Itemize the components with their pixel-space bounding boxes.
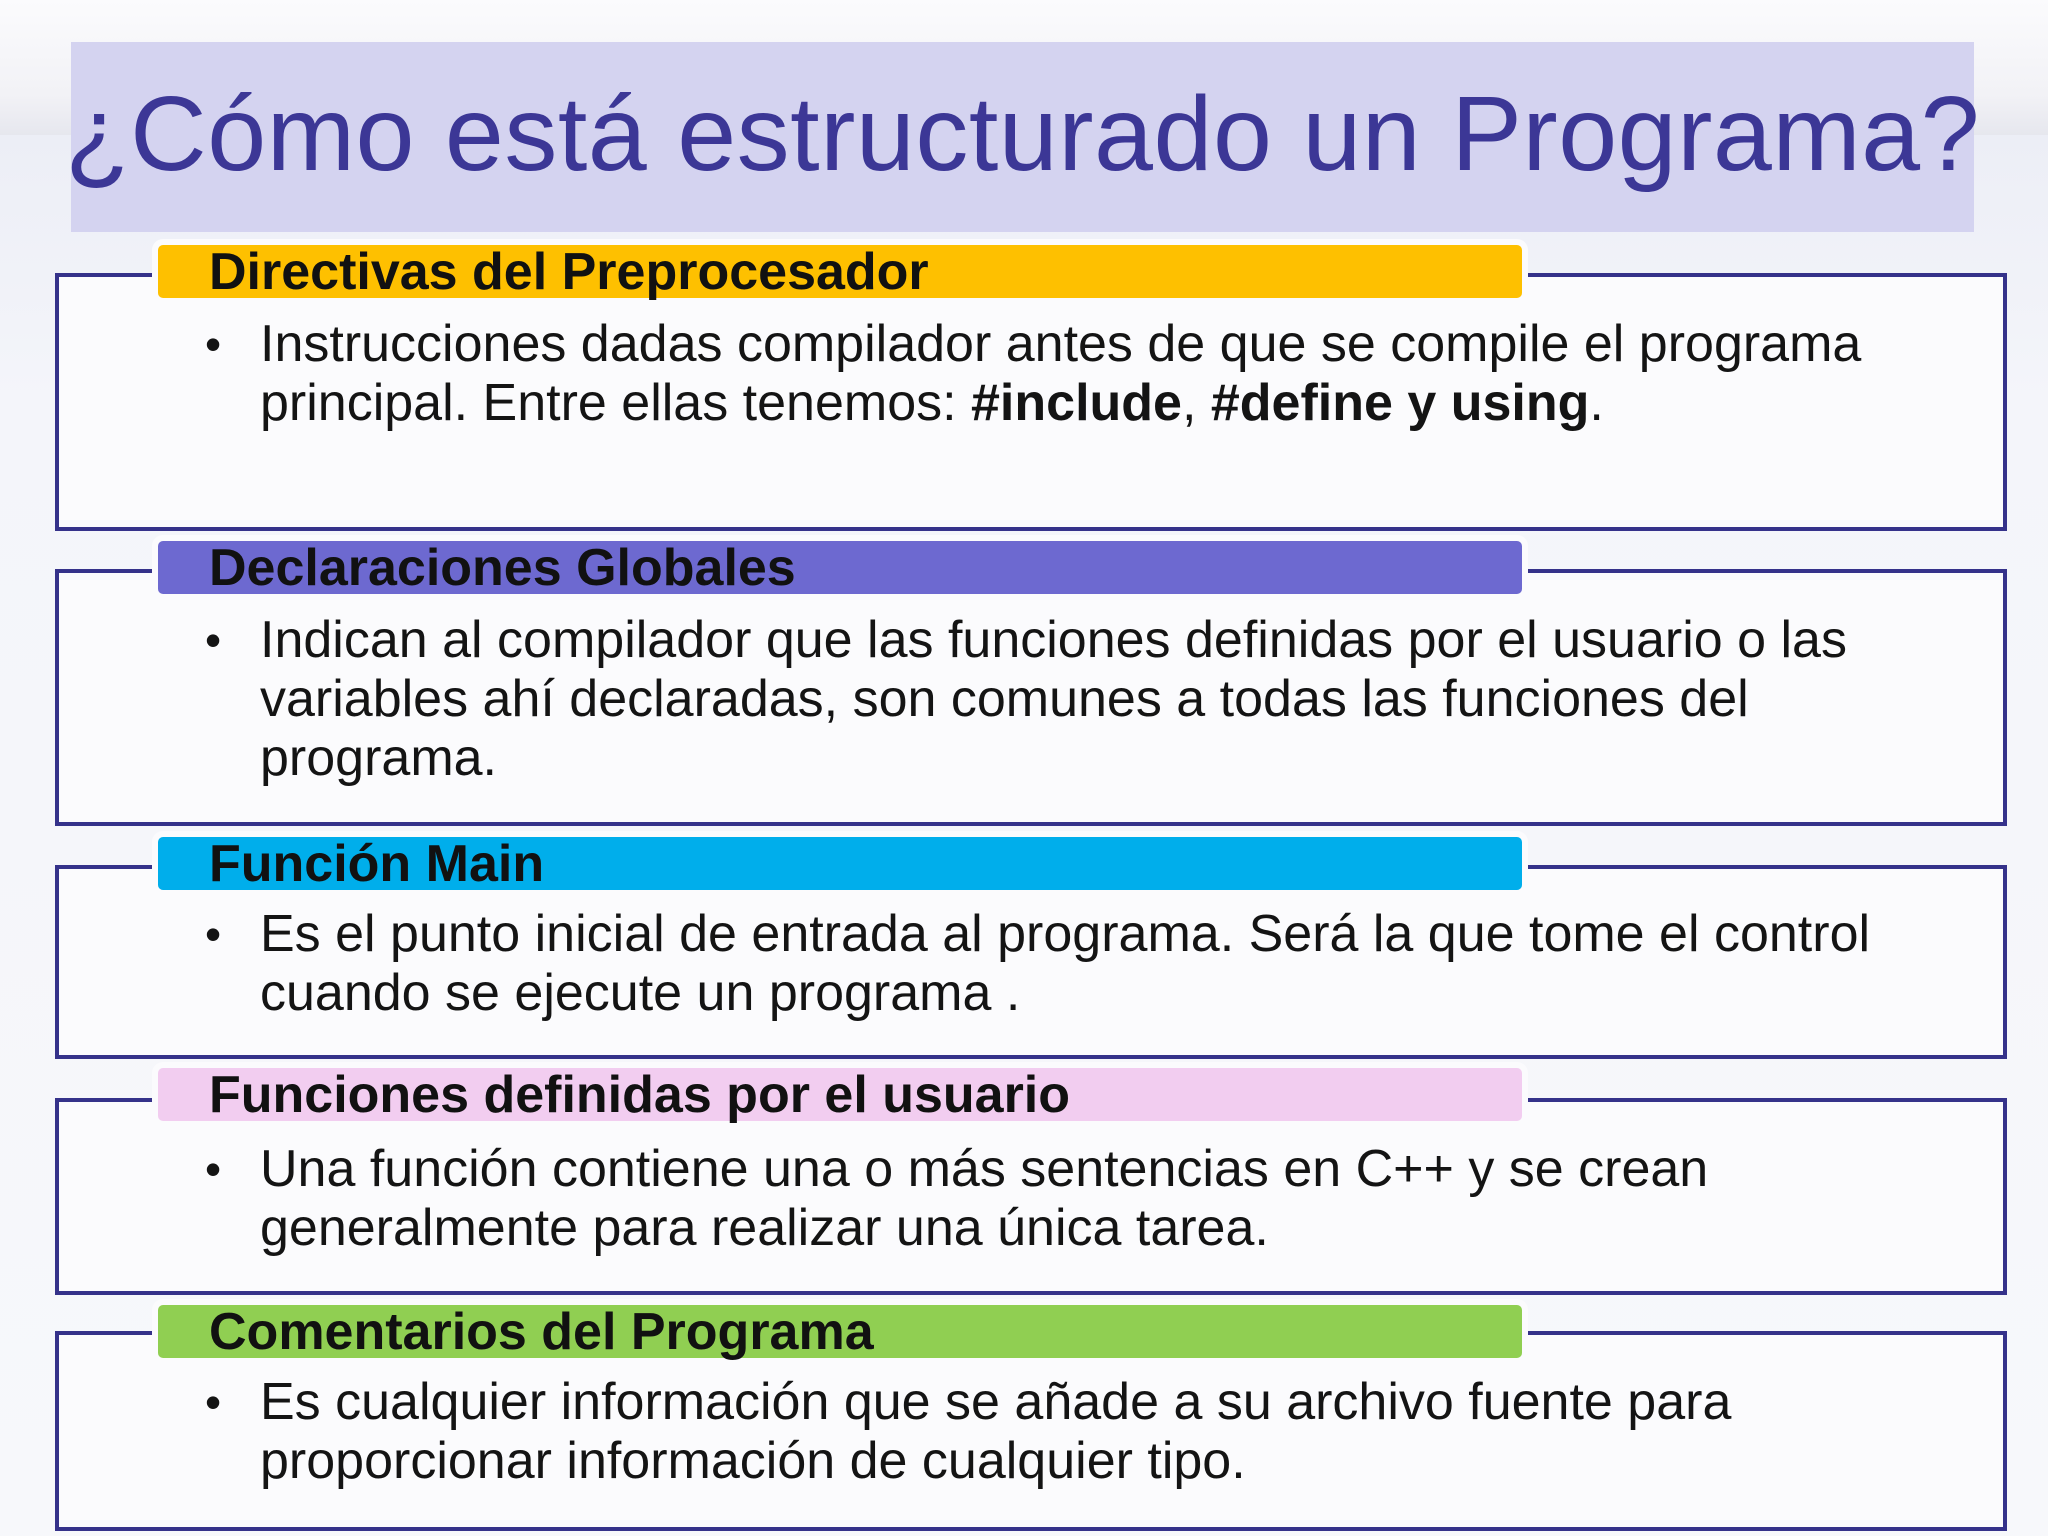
- bullet-icon: •: [205, 908, 222, 960]
- section-header: Directivas del Preprocesador: [209, 242, 929, 301]
- section-text: Es el punto inicial de entrada al programa. Será la que tome el control cuando se ejecute un programa .: [260, 905, 1871, 1022]
- section-funcion-main: [55, 834, 2007, 1059]
- section-header: Funciones definidas por el usuario: [209, 1065, 1071, 1124]
- keyword-include: #include: [971, 374, 1182, 432]
- section-header-bar: [158, 1065, 1522, 1124]
- keyword-define: #define y: [1210, 374, 1437, 432]
- section-header: Comentarios del Programa: [209, 1302, 874, 1361]
- section-funciones-usuario: [55, 1065, 2007, 1295]
- section-header: Declaraciones Globales: [209, 538, 796, 597]
- section-header-bar: [158, 834, 1522, 893]
- bullet-icon: •: [205, 1376, 222, 1428]
- text-end: .: [1589, 374, 1604, 432]
- section-text: Una función contiene una o más sentencias en C++ y se crean generalmente para realizar una única tarea.: [260, 1140, 1709, 1257]
- text-intro: Instrucciones dadas compilador antes de que se compile el programa principal. Entre ellas tenemos:: [260, 315, 1862, 432]
- section-text: Es cualquier información que se añade a su archivo fuente para proporcionar información de cualquier tipo.: [260, 1373, 1732, 1490]
- text-separator: ,: [1181, 374, 1211, 432]
- text-separator: [1436, 374, 1450, 432]
- section-header-bar: [158, 1302, 1522, 1361]
- keyword-using: using: [1450, 374, 1590, 432]
- bullet-icon: •: [205, 614, 222, 666]
- section-text: [260, 315, 1960, 433]
- section-text: Indican al compilador que las funciones definidas por el usuario o las variables ahí declaradas, son comunes a todas las funciones del programa.: [260, 611, 1847, 787]
- section-declaraciones-globales: [55, 538, 2007, 826]
- bullet-icon: •: [205, 1143, 222, 1195]
- section-comentarios-programa: [55, 1302, 2007, 1531]
- section-header-bar: [158, 242, 1522, 301]
- section-directivas-preprocesador: [55, 242, 2007, 531]
- title-bar: [64, 42, 1981, 232]
- bullet-icon: •: [205, 318, 222, 370]
- section-header-bar: [158, 538, 1522, 597]
- slide-title: ¿Cómo está estructurado un Programa?: [64, 75, 1981, 193]
- section-header: Función Main: [209, 834, 545, 893]
